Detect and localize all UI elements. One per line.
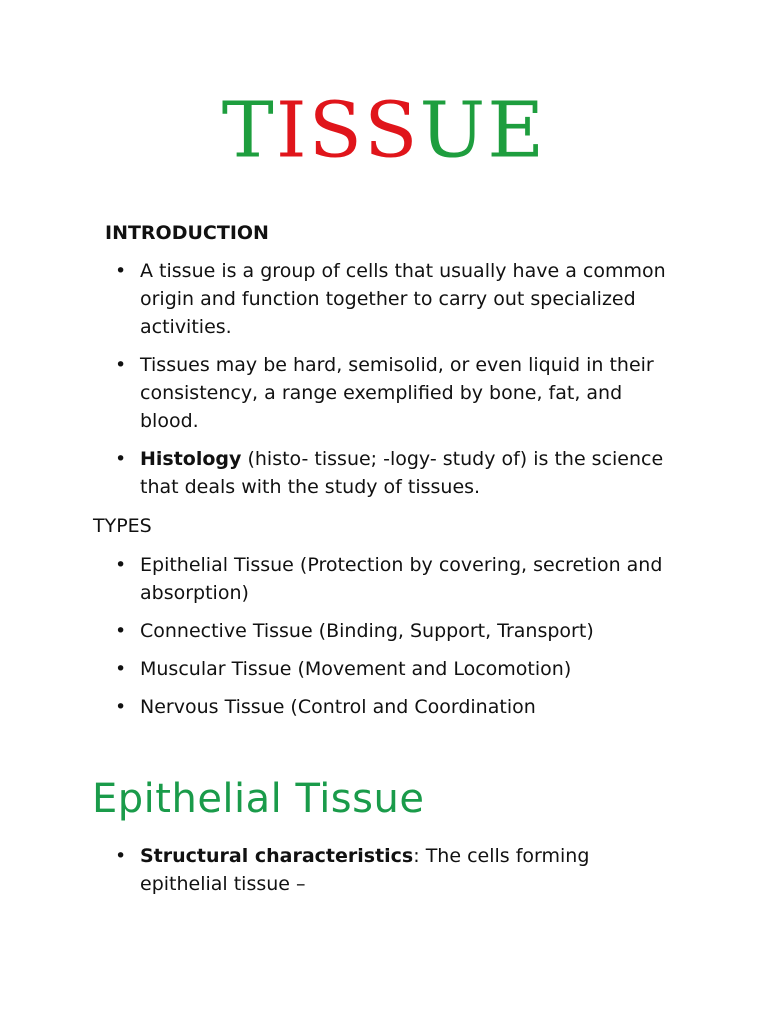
list-item-text: Epithelial Tissue (Protection by covering, secretion and absorption) (140, 554, 663, 604)
list-item-bold: Histology (140, 448, 242, 470)
title-letter: E (487, 86, 547, 176)
list-item-text: (histo- tissue; -logy- study of) is the science that deals with the study of tissues. (140, 448, 664, 498)
list-item (112, 617, 682, 645)
list-item-text: A tissue is a group of cells that usually have a common origin and function together to carry out specialized activities. (140, 260, 666, 338)
bullet-icon: • (115, 620, 127, 642)
list-item-text: Nervous Tissue (Control and Coordination (140, 696, 536, 718)
bullet-icon: • (115, 354, 127, 376)
title-letter: S (364, 86, 420, 176)
list-item (112, 257, 682, 341)
list-item (112, 842, 682, 898)
title-letter: I (275, 86, 309, 176)
list-item (112, 693, 682, 721)
section-heading (92, 772, 424, 832)
list-item-text: : The cells forming epithelial tissue – (140, 845, 590, 895)
bullet-icon: • (115, 260, 127, 282)
title-letter: T (221, 86, 276, 176)
document-title (0, 88, 768, 198)
bullet-icon: • (115, 448, 127, 470)
list-item-text: Tissues may be hard, semisolid, or even liquid in their consistency, a range exemplified by bone, fat, and blood. (140, 354, 654, 432)
intro-list (112, 257, 682, 511)
list-item (112, 445, 682, 501)
title-wordart (221, 86, 547, 176)
section-list (112, 842, 682, 908)
bullet-icon: • (115, 658, 127, 680)
section-title: Epithelial Tissue (92, 776, 425, 822)
types-list (112, 551, 682, 731)
bullet-icon: • (115, 696, 127, 718)
types-heading: TYPES (93, 515, 152, 537)
list-item (112, 655, 682, 683)
bullet-icon: • (115, 845, 127, 867)
list-item-bold: Structural characteristics (140, 845, 414, 867)
bullet-icon: • (115, 554, 127, 576)
list-item-text: Muscular Tissue (Movement and Locomotion) (140, 658, 572, 680)
title-letter: S (308, 86, 365, 176)
intro-heading: INTRODUCTION (105, 222, 269, 244)
list-item-text: Connective Tissue (Binding, Support, Transport) (140, 620, 594, 642)
section-title-reflection (92, 812, 424, 834)
list-item (112, 551, 682, 607)
list-item (112, 351, 682, 435)
title-letter: U (419, 86, 488, 176)
